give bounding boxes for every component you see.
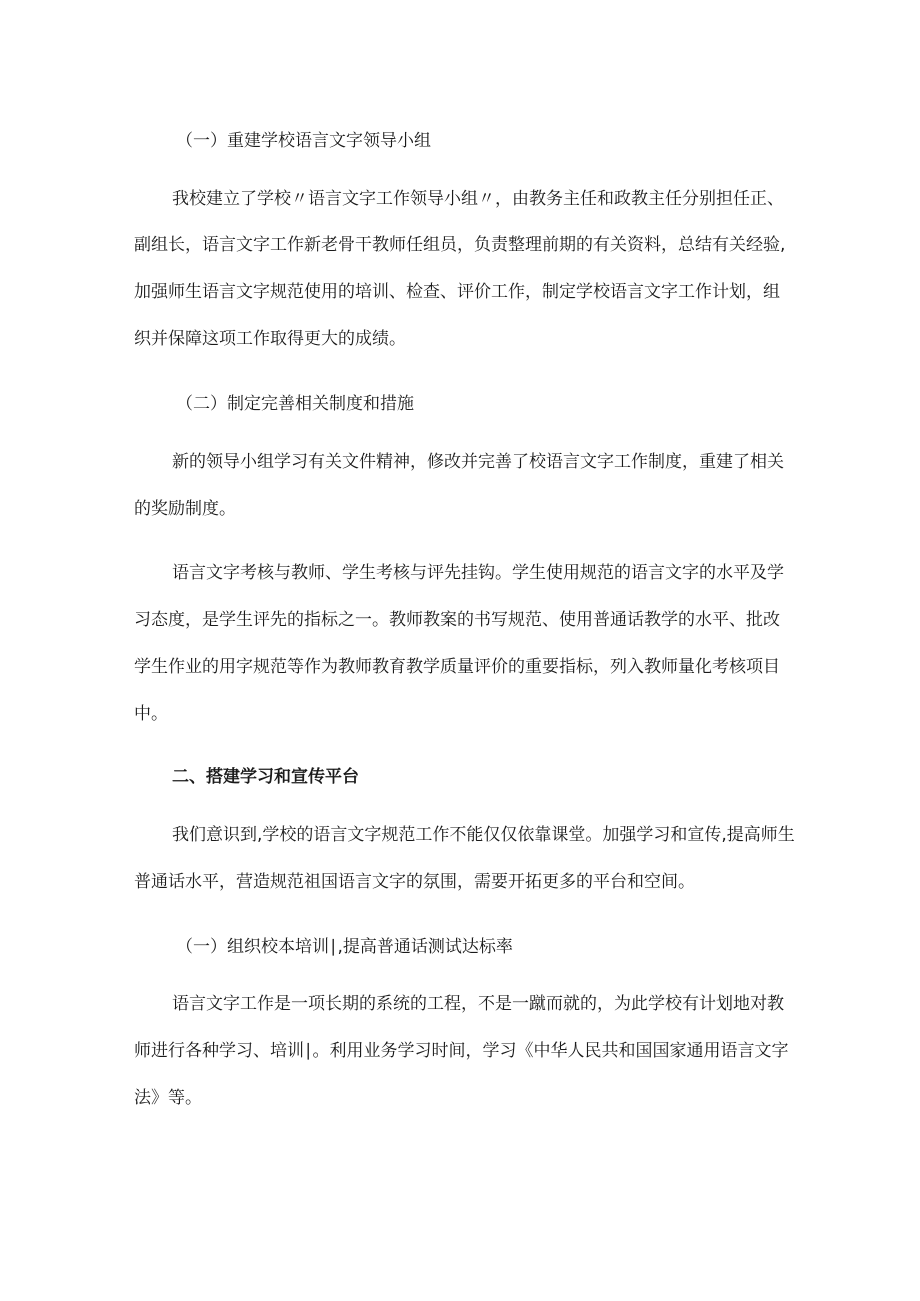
paragraph-line: 副组长，语言文字工作新老骨干教师任组员，负责整理前期的有关资料，总结有关经验, [134,235,786,255]
section-heading-2-1: （一）组织校本培训∣,提高普通话测试达标率 [176,937,513,957]
section-heading-1-1: （一）重建学校语言文字领导小组 [176,131,431,151]
paragraph-line: 法》等。 [134,1088,202,1108]
paragraph-line: 新的领导小组学习有关文件精神，修改并完善了校语言文字工作制度，重建了相关 [172,452,784,472]
paragraph-line: 师进行各种学习、培训∣。利用业务学习时间，学习《中华人民共和国国家通用语言文字 [134,1041,789,1061]
section-heading-1-2: （二）制定完善相关制度和措施 [176,394,414,414]
paragraph-line: 织并保障这项工作取得更大的成绩。 [134,329,406,349]
paragraph-line: 中。 [134,704,168,724]
paragraph-line: 语言文字考核与教师、学生考核与评先挂钩。学生使用规范的语言文字的水平及学 [172,563,784,583]
paragraph-line: 加强师生语言文字规范使用的培训、检查、评价工作，制定学校语言文字工作计划，组 [134,282,780,302]
paragraph-line: 我校建立了学校〃语言文字工作领导小组〃，由教务主任和政教主任分别担任正、 [172,189,784,209]
paragraph-line: 我们意识到,学校的语言文字规范工作不能仅仅依靠课堂。加强学习和宣传,提高师生 [172,825,795,845]
paragraph-line: 普通话水平，营造规范祖国语言文字的氛围，需要开拓更多的平台和空间。 [134,872,695,892]
paragraph-line: 语言文字工作是一项长期的系统的工程，不是一蹴而就的，为此学校有计划地对教 [172,994,784,1014]
paragraph-line: 的奖励制度。 [134,499,236,519]
paragraph-line: 习态度，是学生评先的指标之一。教师教案的书写规范、使用普通话教学的水平、批改 [134,610,780,630]
section-heading-2: 二、搭建学习和宣传平台 [172,767,359,787]
paragraph-line: 学生作业的用字规范等作为教师教育教学质量评价的重要指标，列入教师量化考核项目 [134,657,780,677]
